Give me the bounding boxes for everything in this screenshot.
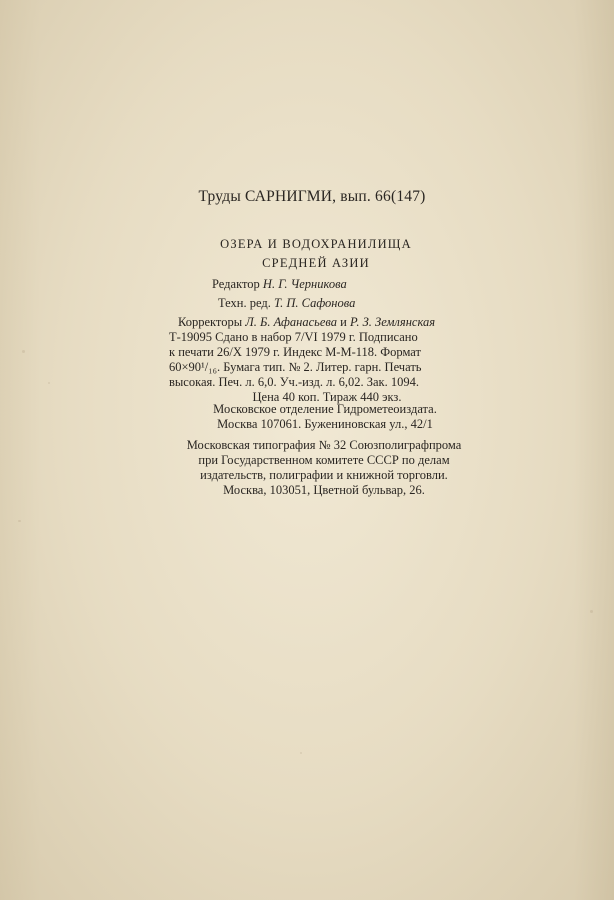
imprint-line-3: 60×90¹/₁₆. Бумага тип. № 2. Литер. гарн. Печать <box>169 360 422 374</box>
tech-editor-row <box>178 294 488 313</box>
imprint-line-5: Цена 40 коп. Тираж 440 экз. <box>252 390 402 404</box>
paper-speck <box>300 752 302 754</box>
printer-line-1: Московская типография № 32 Союзполиграфпрома <box>186 438 462 452</box>
book-title-line-2: СРЕДНЕЙ АЗИИ <box>262 256 370 270</box>
publisher-line-1: Московское отделение Гидрометеоиздата. <box>213 402 437 416</box>
credits <box>178 275 488 332</box>
paper-speck <box>18 520 21 522</box>
paper-speck <box>590 610 593 613</box>
editor-row <box>178 275 488 294</box>
series-line: Труды САРНИГМИ, вып. 66(147) <box>198 188 426 205</box>
printer-line-4: Москва, 103051, Цветной бульвар, 26. <box>223 483 425 497</box>
printer-line-3: издательств, полиграфии и книжной торговли. <box>200 468 448 482</box>
editor-name: Н. Г. Черникова <box>262 277 347 291</box>
publisher-block <box>0 402 614 432</box>
editor-label: Редактор <box>212 277 260 291</box>
imprint-line-1: Т-19095 Сдано в набор 7/VI 1979 г. Подписано <box>169 330 418 344</box>
correctors-label: Корректоры <box>178 315 243 329</box>
imprint-line-2: к печати 26/X 1979 г. Индекс М-М-118. Формат <box>169 345 421 359</box>
imprint-line-4: высокая. Печ. л. 6,0. Уч.-изд. л. 6,02. Зак. 1094. <box>169 375 419 389</box>
corrector-name-1: Л. Б. Афанасьева <box>245 315 337 329</box>
printer-line-2: при Государственном комитете СССР по делам <box>198 453 450 467</box>
tech-editor-name: Т. П. Сафонова <box>273 296 356 310</box>
correctors-and: и <box>340 315 347 329</box>
tech-editor-label: Техн. ред. <box>218 296 271 310</box>
book-title <box>0 235 614 273</box>
publisher-line-2: Москва 107061. Буженинoвская ул., 42/1 <box>217 417 433 431</box>
printer-block <box>0 438 614 498</box>
imprint-block <box>0 330 614 405</box>
book-title-line-1: ОЗЕРА И ВОДОХРАНИЛИЩА <box>220 237 412 251</box>
corrector-name-2: Р. З. Землянская <box>349 315 436 329</box>
